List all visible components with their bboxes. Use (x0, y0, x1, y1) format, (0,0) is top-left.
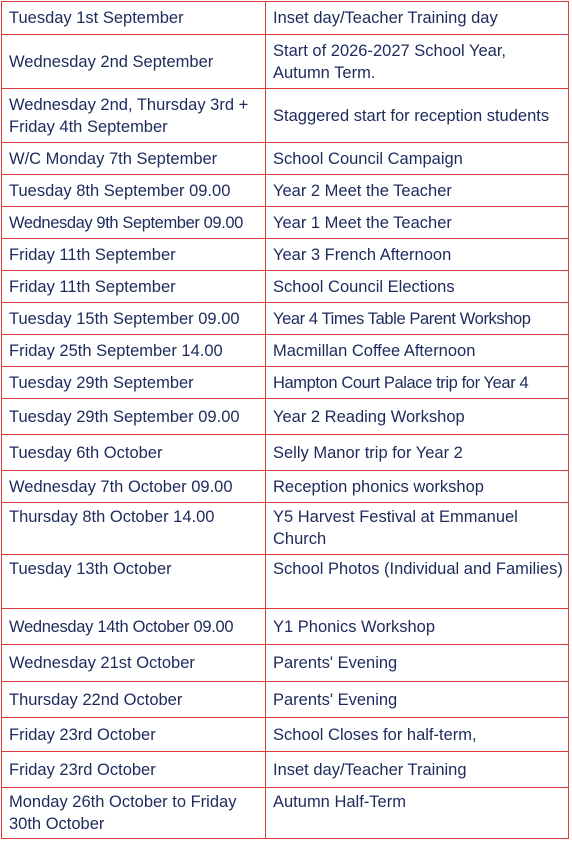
date-cell: Wednesday 7th October 09.00 (2, 471, 266, 503)
table-row (2, 143, 569, 175)
table-row (2, 399, 569, 435)
date-cell: Wednesday 2nd, Thursday 3rd + Friday 4th September (2, 89, 266, 143)
table-row (2, 2, 569, 35)
table-row (2, 503, 569, 555)
event-cell: Inset day/Teacher Training day (266, 2, 569, 35)
table-row (2, 35, 569, 89)
date-cell: Wednesday 14th October 09.00 (2, 609, 266, 645)
table-row (2, 682, 569, 718)
event-cell: Parents' Evening (266, 645, 569, 682)
event-cell: Year 2 Meet the Teacher (266, 175, 569, 207)
event-cell: Staggered start for reception students (266, 89, 569, 143)
table-row (2, 239, 569, 271)
date-cell: Tuesday 6th October (2, 435, 266, 471)
table-row (2, 89, 569, 143)
date-cell: Thursday 8th October 14.00 (2, 503, 266, 555)
event-cell: School Photos (Individual and Families) (266, 555, 569, 609)
event-cell: Macmillan Coffee Afternoon (266, 335, 569, 367)
table-row (2, 555, 569, 609)
table-row (2, 471, 569, 503)
date-cell: Friday 11th September (2, 271, 266, 303)
event-cell: Selly Manor trip for Year 2 (266, 435, 569, 471)
event-cell: Parents' Evening (266, 682, 569, 718)
table-row (2, 435, 569, 471)
date-cell: Wednesday 9th September 09.00 (2, 207, 266, 239)
date-cell: Tuesday 1st September (2, 2, 266, 35)
date-cell: Tuesday 8th September 09.00 (2, 175, 266, 207)
table-row (2, 335, 569, 367)
table-row (2, 271, 569, 303)
date-cell: Friday 25th September 14.00 (2, 335, 266, 367)
table-row (2, 175, 569, 207)
date-cell: Friday 23rd October (2, 718, 266, 752)
event-cell: Year 3 French Afternoon (266, 239, 569, 271)
table-row (2, 609, 569, 645)
date-cell: Friday 11th September (2, 239, 266, 271)
table-row (2, 303, 569, 335)
date-cell: Friday 23rd October (2, 752, 266, 788)
table-row (2, 718, 569, 752)
event-cell: School Closes for half-term, (266, 718, 569, 752)
event-cell: Y1 Phonics Workshop (266, 609, 569, 645)
table-row (2, 788, 569, 839)
event-cell: Year 1 Meet the Teacher (266, 207, 569, 239)
event-cell: Year 4 Times Table Parent Workshop (266, 303, 569, 335)
table-row (2, 752, 569, 788)
date-cell: Wednesday 21st October (2, 645, 266, 682)
date-cell: Tuesday 13th October (2, 555, 266, 609)
date-cell: Tuesday 15th September 09.00 (2, 303, 266, 335)
calendar-table (1, 1, 569, 839)
table-row (2, 367, 569, 399)
date-cell: Tuesday 29th September 09.00 (2, 399, 266, 435)
event-cell: Inset day/Teacher Training (266, 752, 569, 788)
date-cell: Wednesday 2nd September (2, 35, 266, 89)
event-cell: School Council Elections (266, 271, 569, 303)
table-row (2, 207, 569, 239)
event-cell: Hampton Court Palace trip for Year 4 (266, 367, 569, 399)
date-cell: Monday 26th October to Friday 30th October (2, 788, 266, 839)
date-cell: W/C Monday 7th September (2, 143, 266, 175)
date-cell: Tuesday 29th September (2, 367, 266, 399)
table-row (2, 645, 569, 682)
event-cell: Start of 2026-2027 School Year, Autumn Term. (266, 35, 569, 89)
event-cell: Y5 Harvest Festival at Emmanuel Church (266, 503, 569, 555)
event-cell: Autumn Half-Term (266, 788, 569, 839)
event-cell: Reception phonics workshop (266, 471, 569, 503)
event-cell: Year 2 Reading Workshop (266, 399, 569, 435)
date-cell: Thursday 22nd October (2, 682, 266, 718)
event-cell: School Council Campaign (266, 143, 569, 175)
